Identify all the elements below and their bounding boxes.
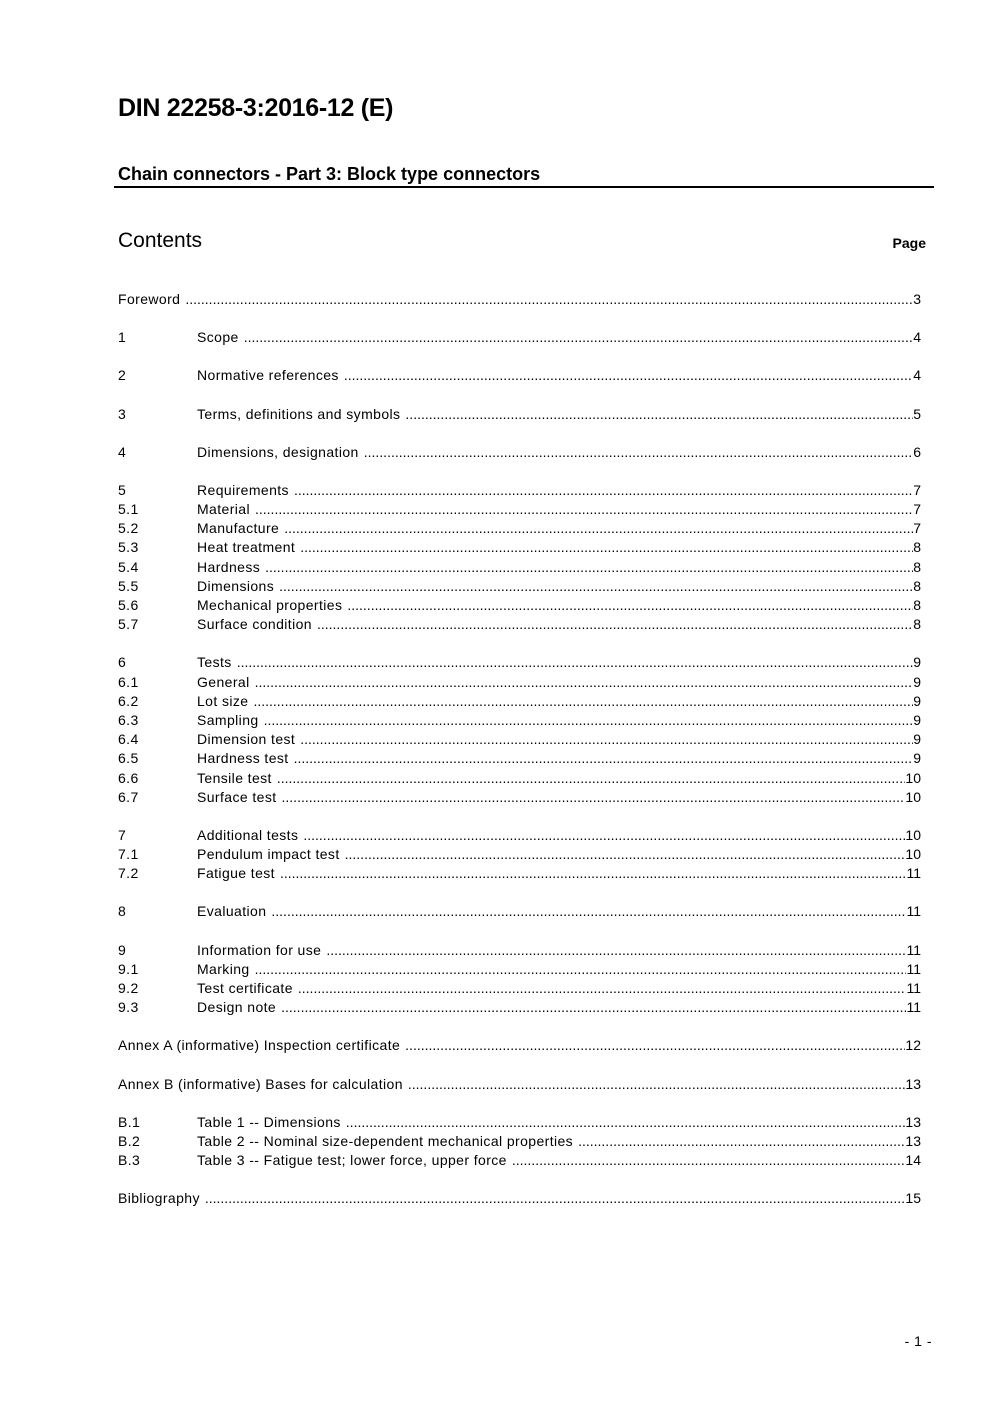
toc-entry[interactable] bbox=[118, 481, 921, 500]
toc-title: Tests bbox=[197, 654, 232, 671]
toc-leader bbox=[271, 902, 906, 921]
toc-page: 11 bbox=[906, 941, 921, 958]
toc-leader bbox=[294, 481, 913, 500]
toc-page: 8 bbox=[913, 616, 921, 633]
toc-number: 7 bbox=[118, 826, 127, 843]
toc-entry[interactable] bbox=[118, 615, 921, 634]
toc-page: 12 bbox=[905, 1037, 921, 1054]
toc-title: Marking bbox=[197, 960, 250, 977]
table-of-contents bbox=[118, 290, 921, 1209]
toc-page: 7 bbox=[913, 501, 921, 518]
toc-page: 11 bbox=[906, 903, 921, 920]
toc-title: Heat treatment bbox=[197, 539, 296, 556]
contents-heading: Contents bbox=[118, 229, 203, 252]
toc-title: Table 1 -- Dimensions bbox=[197, 1113, 341, 1130]
toc-number: 6.2 bbox=[118, 692, 139, 709]
toc-leader bbox=[277, 769, 906, 788]
toc-page: 8 bbox=[913, 558, 921, 575]
toc-title: Requirements bbox=[197, 481, 289, 498]
toc-title: Pendulum impact test bbox=[197, 846, 340, 863]
toc-page: 9 bbox=[913, 711, 921, 728]
toc-title: Surface condition bbox=[197, 616, 312, 633]
toc-number: B.1 bbox=[118, 1113, 141, 1130]
document-id: DIN 22258-3:2016-12 (E) bbox=[118, 94, 394, 122]
toc-number: 5.2 bbox=[118, 520, 139, 537]
toc-number: B.2 bbox=[118, 1132, 141, 1149]
toc-entry[interactable] bbox=[118, 1113, 921, 1132]
toc-leader bbox=[512, 1151, 906, 1170]
toc-title: Lot size bbox=[197, 692, 249, 709]
toc-page: 4 bbox=[913, 329, 921, 346]
toc-number: 6.1 bbox=[118, 673, 139, 690]
toc-number: 3 bbox=[118, 405, 127, 422]
toc-page: 7 bbox=[913, 520, 921, 537]
toc-number: 5.7 bbox=[118, 616, 139, 633]
toc-number: 6.5 bbox=[118, 750, 139, 767]
toc-entry[interactable] bbox=[118, 596, 921, 615]
toc-title: Material bbox=[197, 501, 250, 518]
toc-leader bbox=[344, 366, 913, 385]
toc-leader bbox=[303, 826, 905, 845]
toc-entry[interactable] bbox=[118, 960, 921, 979]
toc-page: 13 bbox=[905, 1113, 921, 1130]
toc-entry-annex-b[interactable] bbox=[118, 1075, 921, 1094]
toc-entry[interactable] bbox=[118, 577, 921, 596]
toc-leader bbox=[265, 558, 913, 577]
toc-page: 14 bbox=[905, 1152, 921, 1169]
toc-title: Table 2 -- Nominal size-dependent mechanical properties bbox=[197, 1132, 574, 1149]
document-subtitle: Chain connectors - Part 3: Block type connectors bbox=[118, 164, 541, 184]
toc-entry[interactable] bbox=[118, 864, 921, 883]
toc-entry[interactable] bbox=[118, 519, 921, 538]
toc-number: B.3 bbox=[118, 1152, 141, 1169]
title-rule bbox=[114, 186, 934, 188]
toc-number: 9 bbox=[118, 941, 127, 958]
toc-entry[interactable] bbox=[118, 941, 921, 960]
toc-title: General bbox=[197, 673, 250, 690]
toc-title: Mechanical properties bbox=[197, 597, 343, 614]
toc-entry[interactable] bbox=[118, 692, 921, 711]
toc-title: Bibliography bbox=[118, 1190, 200, 1207]
toc-title: Scope bbox=[197, 329, 239, 346]
toc-page: 8 bbox=[913, 577, 921, 594]
toc-title: Test certificate bbox=[197, 980, 293, 997]
toc-number: 6.7 bbox=[118, 788, 139, 805]
toc-title: Manufacture bbox=[197, 520, 280, 537]
toc-entry[interactable] bbox=[118, 903, 921, 922]
toc-title: Foreword bbox=[118, 290, 181, 307]
toc-title: Annex B (informative) Bases for calculation bbox=[118, 1075, 403, 1092]
toc-leader bbox=[255, 500, 913, 519]
toc-entry[interactable] bbox=[118, 366, 921, 385]
toc-leader bbox=[405, 1036, 905, 1055]
toc-number: 1 bbox=[118, 329, 127, 346]
toc-number: 9.1 bbox=[118, 960, 139, 977]
toc-leader bbox=[298, 979, 907, 998]
toc-entry[interactable] bbox=[118, 998, 921, 1017]
toc-page: 13 bbox=[905, 1075, 921, 1092]
toc-leader bbox=[345, 845, 906, 864]
toc-number: 2 bbox=[118, 367, 127, 384]
toc-entry[interactable] bbox=[118, 653, 921, 672]
toc-title: Annex A (informative) Inspection certificate bbox=[118, 1037, 401, 1054]
toc-page: 11 bbox=[906, 999, 921, 1016]
toc-leader bbox=[364, 443, 913, 462]
toc-title: Table 3 -- Fatigue test; lower force, upper force bbox=[197, 1152, 507, 1169]
toc-leader bbox=[185, 290, 913, 309]
toc-leader bbox=[255, 960, 907, 979]
toc-leader bbox=[346, 1113, 906, 1132]
toc-number: 6 bbox=[118, 654, 127, 671]
toc-page: 8 bbox=[913, 539, 921, 556]
toc-title: Surface test bbox=[197, 788, 277, 805]
toc-number: 5.3 bbox=[118, 539, 139, 556]
toc-title: Design note bbox=[197, 999, 277, 1016]
toc-page: 9 bbox=[913, 750, 921, 767]
toc-title: Dimensions bbox=[197, 577, 275, 594]
toc-number: 9.2 bbox=[118, 980, 139, 997]
toc-entry[interactable] bbox=[118, 730, 921, 749]
toc-page: 3 bbox=[913, 290, 921, 307]
toc-leader bbox=[347, 596, 913, 615]
toc-leader bbox=[281, 998, 906, 1017]
toc-entry-bibliography[interactable] bbox=[118, 1189, 921, 1208]
toc-number: 9.3 bbox=[118, 999, 139, 1016]
toc-number: 6.3 bbox=[118, 711, 139, 728]
toc-page: 11 bbox=[906, 980, 921, 997]
toc-leader bbox=[300, 538, 913, 557]
toc-entry[interactable] bbox=[118, 711, 921, 730]
toc-page: 9 bbox=[913, 731, 921, 748]
page-column-heading: Page bbox=[892, 235, 926, 251]
toc-title: Normative references bbox=[197, 367, 339, 384]
toc-page: 4 bbox=[913, 367, 921, 384]
toc-number: 8 bbox=[118, 903, 127, 920]
toc-leader bbox=[294, 749, 914, 768]
toc-page: 11 bbox=[906, 960, 921, 977]
toc-leader bbox=[284, 519, 913, 538]
toc-leader bbox=[237, 653, 914, 672]
toc-entry[interactable] bbox=[118, 500, 921, 519]
toc-entry-annex-a[interactable] bbox=[118, 1036, 921, 1055]
toc-number: 7.1 bbox=[118, 846, 139, 863]
toc-leader bbox=[282, 788, 906, 807]
toc-entry-foreword[interactable] bbox=[118, 290, 921, 309]
toc-title: Fatigue test bbox=[197, 865, 275, 882]
toc-page: 10 bbox=[905, 788, 921, 805]
toc-entry[interactable] bbox=[118, 979, 921, 998]
toc-leader bbox=[300, 730, 913, 749]
toc-page: 10 bbox=[905, 769, 921, 786]
toc-number: 5.1 bbox=[118, 501, 139, 518]
toc-leader bbox=[255, 673, 914, 692]
toc-number: 5.6 bbox=[118, 597, 139, 614]
toc-entry[interactable] bbox=[118, 788, 921, 807]
toc-number: 4 bbox=[118, 443, 127, 460]
toc-page: 11 bbox=[906, 865, 921, 882]
toc-leader bbox=[244, 328, 914, 347]
toc-title: Sampling bbox=[197, 711, 259, 728]
toc-leader bbox=[317, 615, 913, 634]
toc-title: Dimensions, designation bbox=[197, 443, 359, 460]
toc-entry[interactable] bbox=[118, 443, 921, 462]
toc-entry[interactable] bbox=[118, 1151, 921, 1170]
toc-title: Hardness bbox=[197, 558, 261, 575]
toc-leader bbox=[205, 1189, 906, 1208]
toc-number: 5.4 bbox=[118, 558, 139, 575]
toc-number: 5.5 bbox=[118, 577, 139, 594]
toc-page: 9 bbox=[913, 692, 921, 709]
toc-page: 8 bbox=[913, 597, 921, 614]
toc-entry[interactable] bbox=[118, 328, 921, 347]
toc-entry[interactable] bbox=[118, 749, 921, 768]
toc-page: 15 bbox=[905, 1190, 921, 1207]
toc-leader bbox=[279, 577, 913, 596]
toc-number: 7.2 bbox=[118, 865, 139, 882]
toc-entry[interactable] bbox=[118, 845, 921, 864]
toc-number: 5 bbox=[118, 481, 127, 498]
toc-entry[interactable] bbox=[118, 405, 921, 424]
toc-leader bbox=[280, 864, 907, 883]
page-number: - 1 - bbox=[904, 1333, 932, 1349]
toc-title: Hardness test bbox=[197, 750, 289, 767]
toc-number: 6.6 bbox=[118, 769, 139, 786]
toc-title: Information for use bbox=[197, 941, 322, 958]
toc-title: Terms, definitions and symbols bbox=[197, 405, 401, 422]
toc-page: 6 bbox=[913, 443, 921, 460]
toc-number: 6.4 bbox=[118, 731, 139, 748]
toc-page: 9 bbox=[913, 673, 921, 690]
toc-leader bbox=[578, 1132, 905, 1151]
toc-page: 7 bbox=[913, 481, 921, 498]
toc-entry[interactable] bbox=[118, 769, 921, 788]
toc-page: 9 bbox=[913, 654, 921, 671]
toc-leader bbox=[326, 941, 906, 960]
toc-title: Additional tests bbox=[197, 826, 299, 843]
toc-page: 13 bbox=[905, 1132, 921, 1149]
toc-page: 5 bbox=[913, 405, 921, 422]
toc-leader bbox=[405, 405, 913, 424]
toc-leader bbox=[253, 692, 913, 711]
toc-entry[interactable] bbox=[118, 539, 921, 558]
toc-title: Tensile test bbox=[197, 769, 272, 786]
toc-entry[interactable] bbox=[118, 826, 921, 845]
toc-entry[interactable] bbox=[118, 558, 921, 577]
toc-leader bbox=[408, 1075, 906, 1094]
toc-title: Evaluation bbox=[197, 903, 267, 920]
toc-page: 10 bbox=[905, 826, 921, 843]
toc-title: Dimension test bbox=[197, 731, 296, 748]
toc-entry[interactable] bbox=[118, 673, 921, 692]
toc-entry[interactable] bbox=[118, 1132, 921, 1151]
toc-page: 10 bbox=[905, 846, 921, 863]
toc-leader bbox=[264, 711, 914, 730]
